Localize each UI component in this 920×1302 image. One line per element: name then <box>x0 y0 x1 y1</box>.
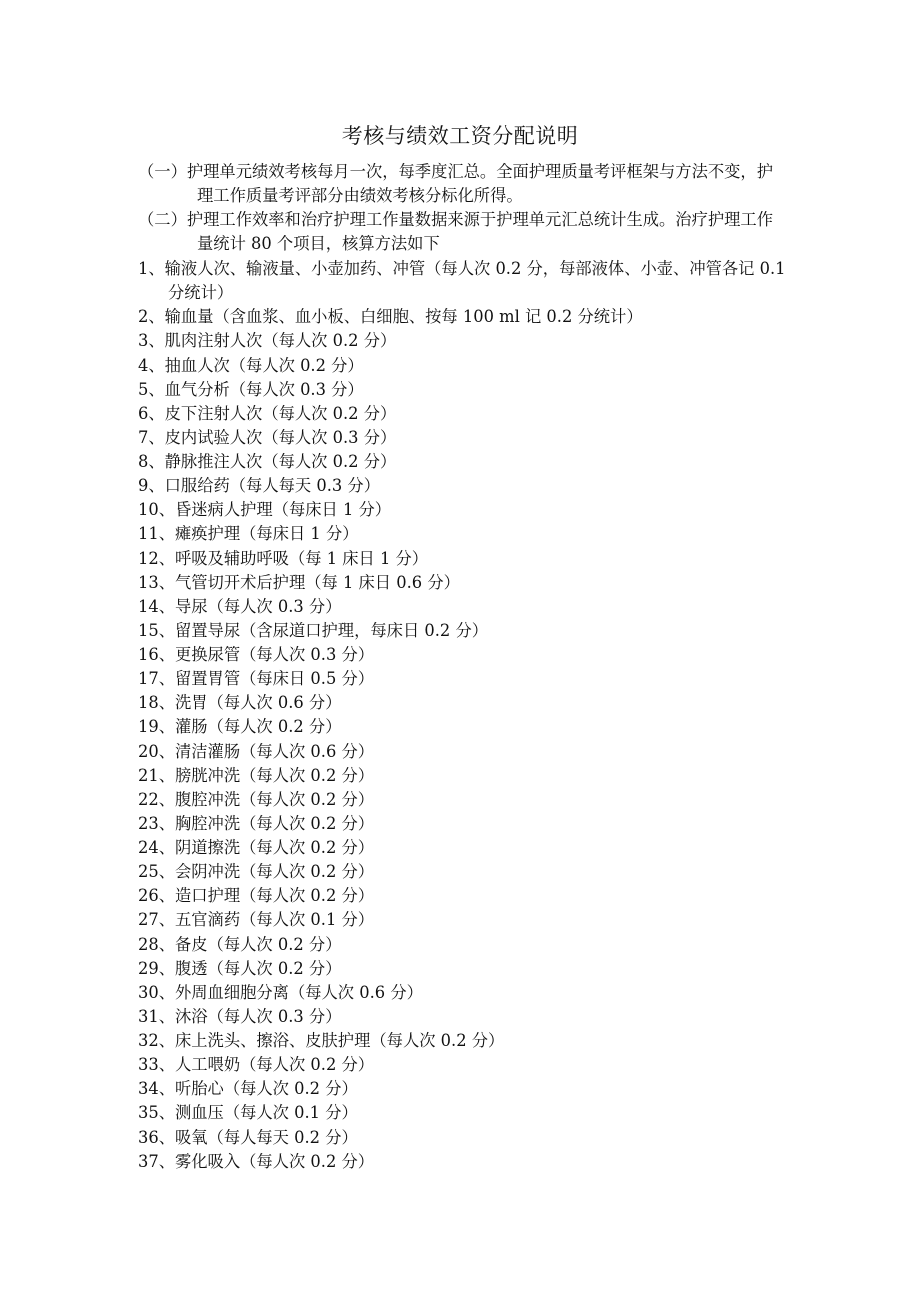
list-item: 19、灌肠（每人次 0.2 分） <box>138 717 342 737</box>
list-item: 22、腹腔冲洗（每人次 0.2 分） <box>138 789 375 809</box>
list-item: 10、昏迷病人护理（每床日 1 分） <box>138 500 392 520</box>
list-item: 31、沐浴（每人次 0.3 分） <box>138 1006 342 1026</box>
list-item: 35、测血压（每人次 0.1 分） <box>138 1103 358 1123</box>
list-item: 32、床上洗头、擦浴、皮肤护理（每人次 0.2 分） <box>138 1031 505 1050</box>
list-item: 1、输液人次、输液量、小壶加药、冲管（每人次 0.2 分，每部液体、小壶、冲管各记 0.1 分统计） <box>138 259 786 303</box>
list-item: 21、膀胱冲洗（每人次 0.2 分） <box>138 765 375 785</box>
list-item: 17、留置胃管（每床日 0.5 分） <box>138 669 375 689</box>
list-item: 37、雾化吸入（每人次 0.2 分） <box>138 1151 375 1171</box>
list-item: 29、腹透（每人次 0.2 分） <box>138 958 342 978</box>
list-item: 4、抽血人次（每人次 0.2 分） <box>138 355 364 375</box>
list-item: 11、瘫痪护理（每床日 1 分） <box>138 524 359 544</box>
list-item: 20、清洁灌肠（每人次 0.6 分） <box>138 741 375 761</box>
list-item: 30、外周血细胞分离（每人次 0.6 分） <box>138 982 423 1002</box>
list-item: 13、气管切开术后护理（每 1 床日 0.6 分） <box>138 572 460 592</box>
list-item: 27、五官滴药（每人次 0.1 分） <box>138 910 375 930</box>
list-item: 16、更换尿管（每人次 0.3 分） <box>138 645 375 664</box>
list-item: 33、人工喂奶（每人次 0.2 分） <box>138 1055 375 1075</box>
paragraph-1: （一）护理单元绩效考核每月一次，每季度汇总。全面护理质量考评框架与方法不变，护理工作质量考评部分由绩效考核分标化所得。 <box>138 162 773 205</box>
list-item: 25、会阴冲洗（每人次 0.2 分） <box>138 862 375 882</box>
list-item: 26、造口护理（每人次 0.2 分） <box>138 886 375 906</box>
paragraph-2: （二）护理工作效率和治疗护理工作量数据来源于护理单元汇总统计生成。治疗护理工作量统计 80 个项目，核算方法如下 <box>138 210 773 253</box>
list-item: 3、肌肉注射人次（每人次 0.2 分） <box>138 331 397 351</box>
list-item: 8、静脉推注人次（每人次 0.2 分） <box>138 452 397 471</box>
list-item: 34、听胎心（每人次 0.2 分） <box>138 1079 358 1099</box>
list-item: 6、皮下注射人次（每人次 0.2 分） <box>138 403 397 423</box>
list-item: 2、输血量（含血浆、血小板、白细胞、按每 100 ml 记 0.2 分统计） <box>138 307 643 327</box>
list-item: 18、洗胃（每人次 0.6 分） <box>138 693 342 713</box>
list-item: 15、留置导尿（含尿道口护理，每床日 0.2 分） <box>138 620 489 640</box>
list-item: 23、胸腔冲洗（每人次 0.2 分） <box>138 813 375 833</box>
list-item: 5、血气分析（每人次 0.3 分） <box>138 379 364 399</box>
list-item: 9、口服给药（每人每天 0.3 分） <box>138 476 380 496</box>
list-item: 28、备皮（每人次 0.2 分） <box>138 934 342 954</box>
list-item: 14、导尿（每人次 0.3 分） <box>138 596 342 616</box>
list-item: 24、阴道擦洗（每人次 0.2 分） <box>138 838 375 857</box>
list-item: 7、皮内试验人次（每人次 0.3 分） <box>138 427 397 447</box>
list-item: 12、呼吸及辅助呼吸（每 1 床日 1 分） <box>138 548 429 568</box>
item-list <box>138 257 788 1174</box>
list-item: 36、吸氧（每人每天 0.2 分） <box>138 1127 358 1147</box>
document-title: 考核与绩效工资分配说明 <box>341 124 579 148</box>
